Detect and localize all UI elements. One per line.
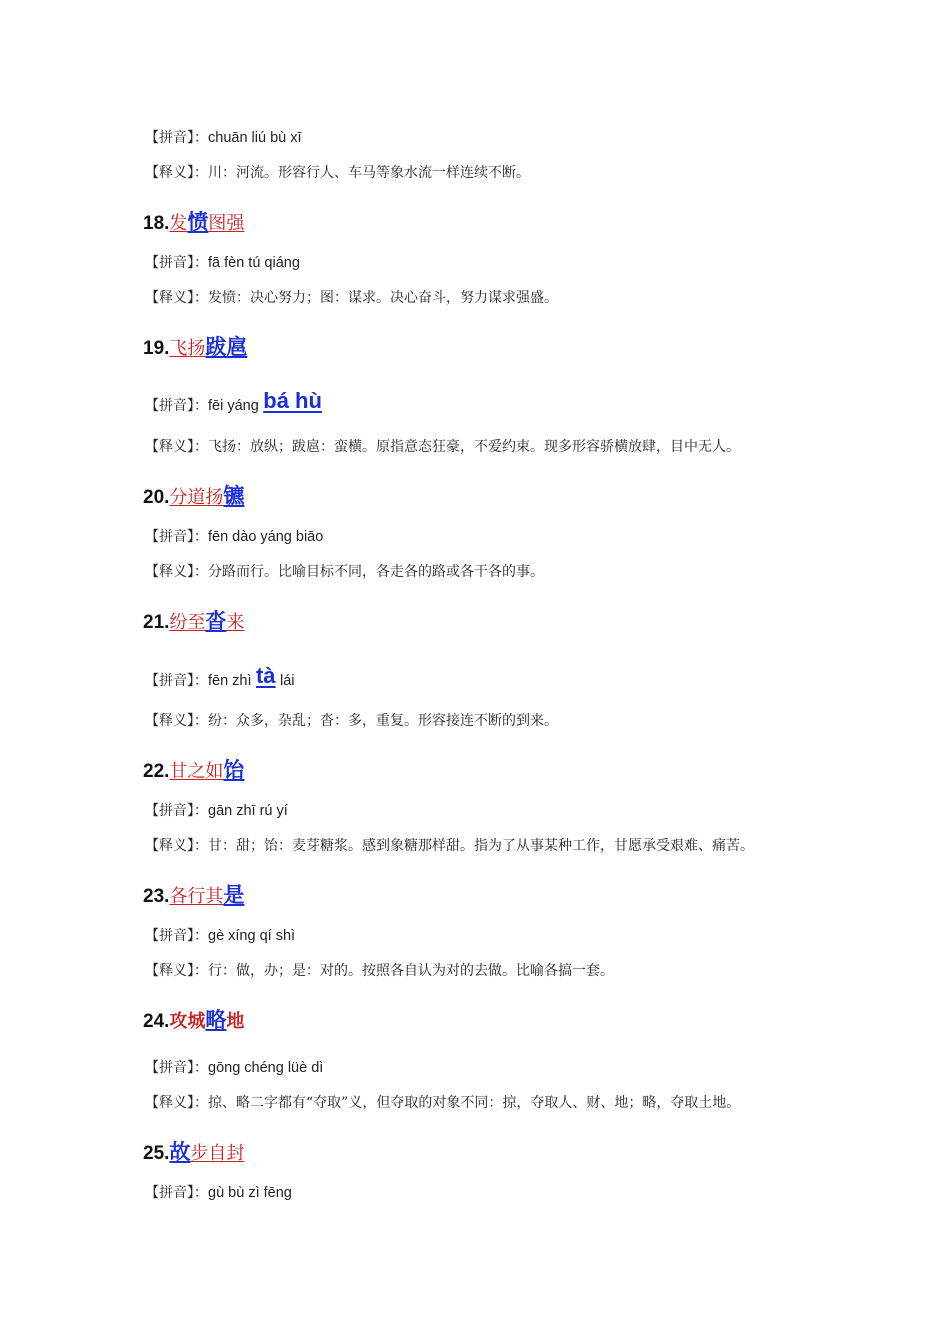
meaning-label: 【释义】 — [145, 290, 194, 306]
meaning-label: 【释义】 — [145, 963, 194, 979]
idiom-char: 城 — [187, 1011, 206, 1032]
idiom-title — [143, 1138, 244, 1166]
idiom-char: 甘 — [169, 761, 188, 782]
idiom-char: 强 — [226, 213, 245, 234]
idiom-char: 步 — [190, 1143, 209, 1164]
idiom-char-highlight: 镳 — [223, 484, 245, 508]
meaning-text: 行：做，办；是：对的。按照各自认为对的去做。比喻各搞一套。 — [208, 963, 614, 979]
pinyin-label: 【拼音】 — [145, 928, 194, 944]
idiom-title — [143, 482, 244, 510]
pinyin-label: 【拼音】 — [145, 1185, 194, 1201]
idiom-char: 之 — [187, 761, 206, 782]
pinyin-text: fēn zhì — [208, 673, 252, 689]
idiom-char-highlight: 故 — [169, 1140, 191, 1164]
pinyin-line: 【拼音】：fā fèn tú qiáng — [145, 254, 300, 271]
pinyin-highlight: tà — [255, 663, 276, 688]
meaning-line: 【释义】：行：做，办；是：对的。按照各自认为对的去做。比喻各搞一套。 — [145, 962, 614, 979]
idiom-number: 22. — [143, 761, 170, 782]
pinyin-label: 【拼音】 — [145, 803, 194, 819]
meaning-line: 【释义】：川：河流。形容行人、车马等象水流一样连续不断。 — [145, 164, 530, 181]
idiom-number: 20. — [143, 487, 170, 508]
meaning-label: 【释义】 — [145, 1095, 194, 1111]
idiom-char: 发 — [169, 213, 188, 234]
idiom-char-highlight: 跋 — [205, 335, 227, 359]
meaning-line: 【释义】：分路而行。比喻目标不同，各走各的路或各干各的事。 — [145, 563, 544, 580]
idiom-char: 地 — [226, 1011, 245, 1032]
idiom-char: 至 — [187, 612, 206, 633]
idiom-char-highlight: 饴 — [223, 758, 245, 782]
idiom-char: 各 — [169, 886, 188, 907]
idiom-title — [143, 333, 247, 361]
meaning-line: 【释义】：掠、略二字都有“夺取”义，但夺取的对象不同：掠，夺取人、财、地；略，夺取土地。 — [145, 1094, 741, 1111]
pinyin-text: fā fèn tú qiáng — [208, 255, 300, 271]
meaning-line: 【释义】：飞扬：放纵；跋扈：蛮横。原指意态狂豪，不爱约束。现多形容骄横放肆，目中无人。 — [145, 438, 740, 455]
pinyin-label: 【拼音】 — [145, 529, 194, 545]
meaning-line: 【释义】：发愤：决心努力；图：谋求。决心奋斗，努力谋求强盛。 — [145, 289, 558, 306]
meaning-label: 【释义】 — [145, 838, 194, 854]
idiom-char: 来 — [226, 612, 245, 633]
idiom-char-highlight: 沓 — [205, 609, 227, 633]
pinyin-label: 【拼音】 — [145, 255, 194, 271]
pinyin-line: 【拼音】：chuān liú bù xī — [145, 129, 302, 146]
idiom-number: 18. — [143, 213, 170, 234]
meaning-text: 川：河流。形容行人、车马等象水流一样连续不断。 — [208, 165, 530, 181]
meaning-label: 【释义】 — [145, 713, 194, 729]
idiom-char-highlight: 略 — [205, 1008, 227, 1032]
idiom-char-highlight: 扈 — [226, 335, 248, 359]
meaning-text: 掠、略二字都有“夺取”义，但夺取的对象不同：掠，夺取人、财、地；略，夺取土地。 — [208, 1095, 741, 1111]
pinyin-text: gù bù zì fēng — [208, 1185, 292, 1201]
meaning-text: 飞扬：放纵；跋扈：蛮横。原指意态狂豪，不爱约束。现多形容骄横放肆，目中无人。 — [208, 439, 740, 455]
meaning-text: 甘：甜；饴：麦芽糖浆。感到象糖那样甜。指为了从事某种工作，甘愿承受艰难、痛苦。 — [208, 838, 754, 854]
pinyin-text: fēi yáng — [208, 398, 259, 414]
idiom-char: 扬 — [205, 487, 224, 508]
pinyin-line: 【拼音】：gān zhī rú yí — [145, 802, 288, 819]
meaning-label: 【释义】 — [145, 564, 194, 580]
pinyin-label: 【拼音】 — [145, 398, 194, 414]
idiom-char: 分 — [169, 487, 188, 508]
meaning-line: 【释义】：甘：甜；饴：麦芽糖浆。感到象糖那样甜。指为了从事某种工作，甘愿承受艰难、痛苦。 — [145, 837, 754, 854]
pinyin-line: 【拼音】：gōng chéng lüè dì — [145, 1059, 324, 1076]
idiom-title — [143, 756, 244, 784]
idiom-number: 21. — [143, 612, 170, 633]
pinyin-label: 【拼音】 — [145, 673, 194, 689]
pinyin-text: lái — [280, 673, 295, 689]
pinyin-line: 【拼音】：gè xíng qí shì — [145, 927, 296, 944]
meaning-text: 纷：众多，杂乱；沓：多，重复。形容接连不断的到来。 — [208, 713, 558, 729]
meaning-line: 【释义】：纷：众多，杂乱；沓：多，重复。形容接连不断的到来。 — [145, 712, 558, 729]
idiom-char: 自 — [208, 1143, 227, 1164]
pinyin-text: fēn dào yáng biāo — [208, 529, 324, 545]
idiom-number: 19. — [143, 338, 170, 359]
meaning-text: 发愤：决心努力；图：谋求。决心奋斗，努力谋求强盛。 — [208, 290, 558, 306]
pinyin-text: chuān liú bù xī — [208, 130, 302, 146]
idiom-char: 图 — [208, 213, 227, 234]
idiom-char: 纷 — [169, 612, 188, 633]
idiom-title — [143, 607, 244, 635]
idiom-char-highlight: 是 — [223, 883, 245, 907]
idiom-char: 行 — [187, 886, 206, 907]
idiom-char: 封 — [226, 1143, 245, 1164]
pinyin-line: 【拼音】：fēn dào yáng biāo — [145, 528, 324, 545]
pinyin-line: 【拼音】：fēi yáng bá hù — [145, 388, 322, 414]
idiom-char: 其 — [205, 886, 224, 907]
idiom-number: 23. — [143, 886, 170, 907]
idiom-char: 道 — [187, 487, 206, 508]
pinyin-label: 【拼音】 — [145, 1060, 194, 1076]
idiom-char: 攻 — [169, 1011, 188, 1032]
meaning-text: 分路而行。比喻目标不同，各走各的路或各干各的事。 — [208, 564, 544, 580]
idiom-char: 飞 — [169, 338, 188, 359]
pinyin-text: gōng chéng lüè dì — [208, 1060, 324, 1076]
idiom-title — [143, 208, 244, 236]
pinyin-text: gè xíng qí shì — [208, 928, 296, 944]
idiom-char: 如 — [205, 761, 224, 782]
meaning-label: 【释义】 — [145, 439, 194, 455]
pinyin-text: gān zhī rú yí — [208, 803, 288, 819]
pinyin-highlight: bá hù — [263, 388, 322, 413]
idiom-number: 24. — [143, 1011, 170, 1032]
pinyin-line: 【拼音】：fēn zhì tà lái — [145, 663, 295, 689]
idiom-char-highlight: 愤 — [187, 210, 209, 234]
pinyin-label: 【拼音】 — [145, 130, 194, 146]
idiom-char: 扬 — [187, 338, 206, 359]
pinyin-line: 【拼音】：gù bù zì fēng — [145, 1184, 292, 1201]
idiom-title — [143, 1006, 244, 1034]
idiom-title — [143, 881, 244, 909]
meaning-label: 【释义】 — [145, 165, 194, 181]
idiom-number: 25. — [143, 1143, 170, 1164]
